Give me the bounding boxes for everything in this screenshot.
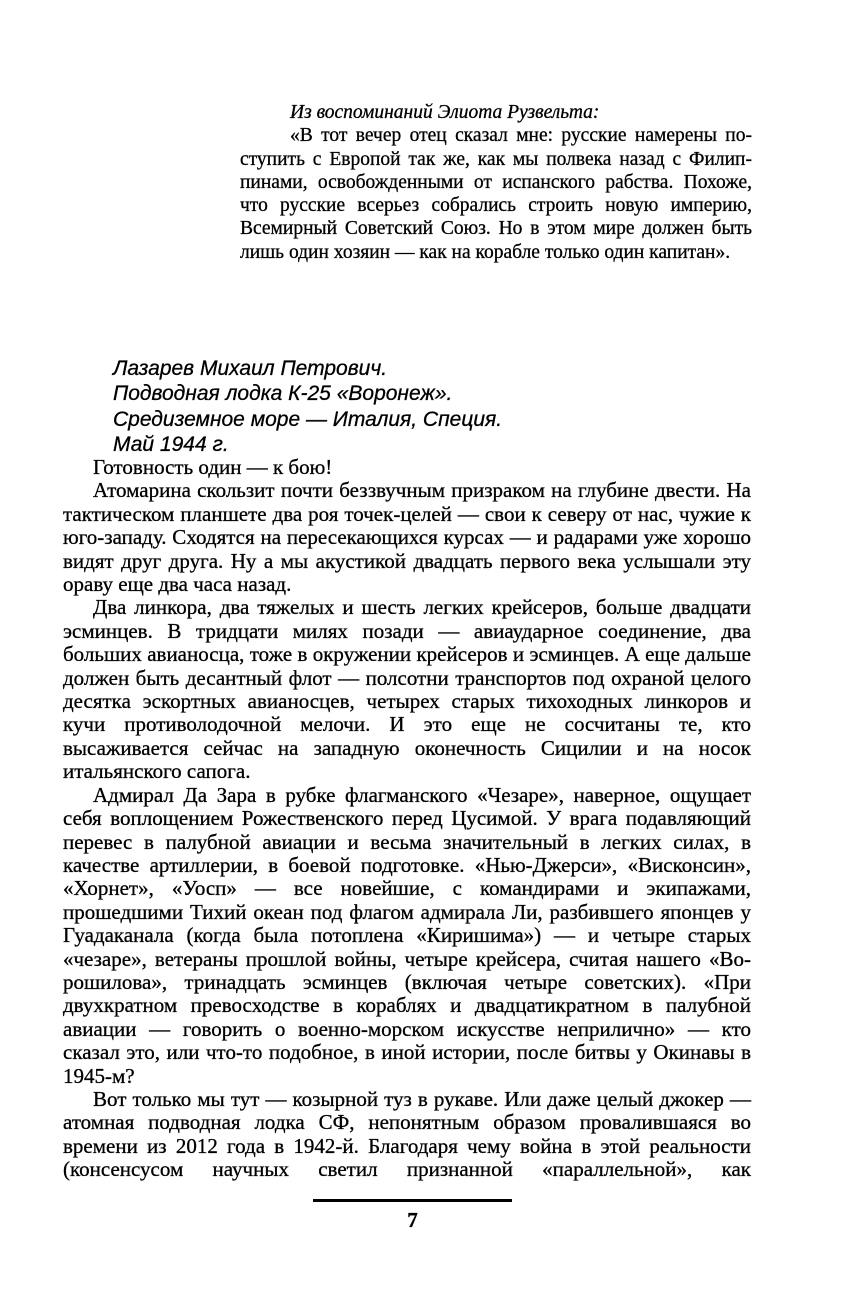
epigraph <box>240 101 752 264</box>
page-number: 7 <box>407 1208 418 1232</box>
body-paragraph-2: Атомарина скользит почти беззвучным призраком на глубине двести. На тактическом планшете два роя точек-целей — свои к северу от нас, чужие к юго-западу. Сходятся на пересекающихся курсах — и радарами уже хорошо видят друг друга. Ну а мы акустикой двадцать первого века услышали эту ораву еще два часа назад. <box>63 478 751 597</box>
epigraph-quote: «В тот вечер отец сказал мне: русские намерены поступить с Европой так же, как мы полвека назад с Филиппинами, освобожденными от испанского рабства. Похоже, что русские всерьез собрались строить новую империю, Всемирный Советский Союз. Но в этом мире должен быть лишь один хозяин — как на корабле только один капитан». <box>240 125 752 263</box>
body-paragraph-4: Адмирал Да Зара в рубке флагманского «Чезаре», наверное, ощущает себя воплощением Рожественского перед Цусимой. У врага подавляющий перевес в палубной авиации и весьма значительный в легких силах, в качестве артиллерии, в боевой подготовке. «Нью-Джерси», «Висконсин», «Хорнет», «Уосп» — все новейшие, с командирами и экипажами, прошедшими Тихий океан под флагом адмирала Ли, разбившего японцев у Гуадаканала (когда была потоплена «Киришима») — и четыре старых «чезаре», ветераны прошлой войны, четыре крейсера, считая нашего «Ворошилова», тринадцать эсминцев (включая четыре советских). «При двухкратном превосходстве в кораблях и двадцатикратном в палубной авиации — говорить о военно-морском искусстве неприлично» — кто сказал это, или что-то подобное, в иной истории, после битвы у Окинавы в 1945-м? <box>63 782 751 1088</box>
epigraph-attribution: Из воспоминаний Элиота Рузвельта: <box>290 102 600 123</box>
scene-header-line-3: Средиземное море — Италия, Специя. <box>113 407 503 431</box>
scene-header-line-1: Лазарев Михаил Петрович. <box>113 357 388 380</box>
scene-header-line-4: Май 1944 г. <box>113 432 229 456</box>
body-paragraph-5: Вот только мы тут — козырной туз в рукаве. Или даже целый джокер — атомная подводная лодка СФ, непонятным образом провалившаяся во времени из 2012 года в 1942-й. Благодаря чему война в этой реальности (консенсусом научных светил признанной «параллельной», как <box>63 1086 751 1182</box>
body-text <box>63 456 751 1182</box>
scene-header-line-2: Подводная лодка К-25 «Воронеж». <box>113 382 453 406</box>
footer-divider <box>313 1199 512 1202</box>
body-paragraph-3: Два линкора, два тяжелых и шесть легких крейсеров, больше двадцати эсминцев. В тридцати милях позади — авиаударное соединение, два больших авианосца, тоже в окружении крейсеров и эсминцев. А еще дальше должен быть десантный флот — полсотни транспортов под охраной целого десятка эскортных авианосцев, четырех старых тихоходных линкоров и кучи противолодочной мелочи. И это еще не сосчитаны те, кто высаживается сейчас на западную оконечность Сицилии и на носок итальянского сапога. <box>63 595 751 784</box>
body-paragraph-1: Готовность один — к бою! <box>93 455 333 479</box>
scene-header <box>113 356 502 457</box>
